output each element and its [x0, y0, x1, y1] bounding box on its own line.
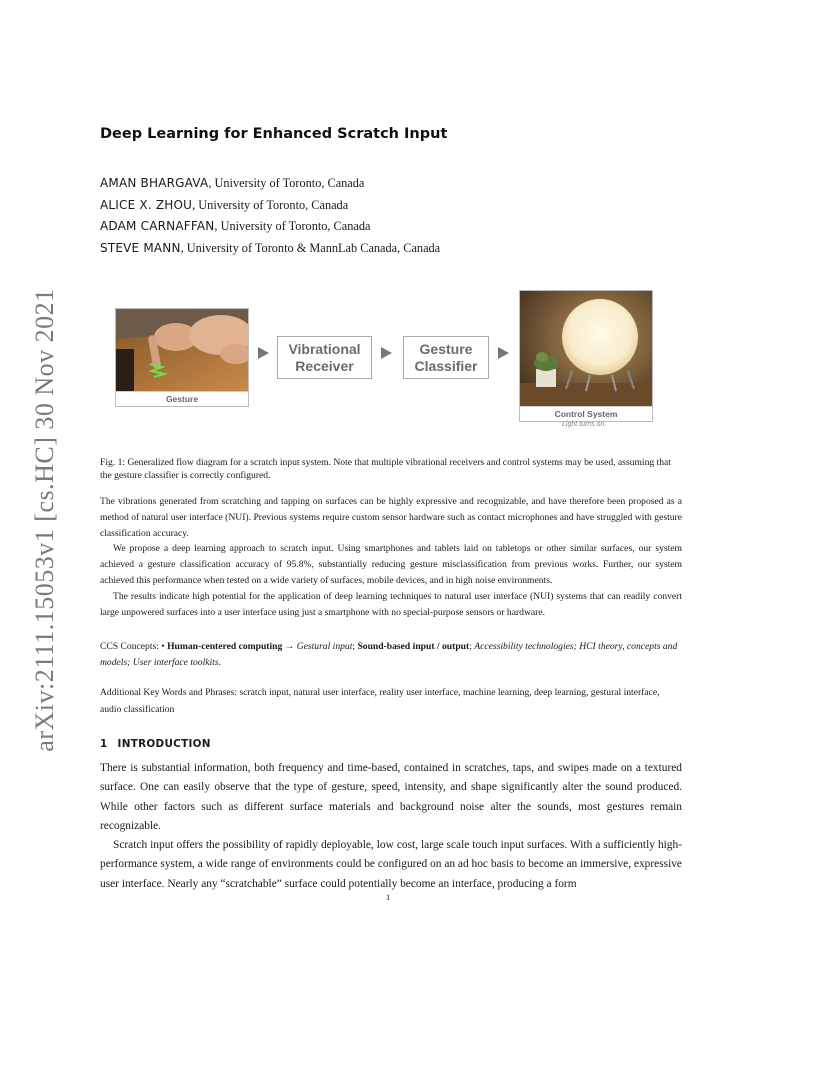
ccs-concept: Accessibility technologies; HCI theory, concepts and models; User interface toolkits: [100, 641, 678, 668]
flow-arrow-icon: [381, 347, 392, 359]
author-name: AMAN BHARGAVA: [100, 176, 209, 190]
ccs-prefix: CCS Concepts: •: [100, 641, 165, 652]
ccs-concept: Human-centered computing: [167, 641, 283, 652]
abstract-paragraph: We propose a deep learning approach to scratch input. Using smartphones and tablets laid on tabletops or other similar surfaces, our system achieved a gesture classification accuracy of 95.8%, substantially reducing gesture misclassification from previous works. Further, our system achieved this performance when tested on a wide variety of surfaces, mobile devices, and in high noise environments.: [100, 543, 682, 586]
gesture-label: Gesture: [116, 391, 248, 406]
receiver-label-line1: Vibrational: [288, 340, 361, 357]
flow-diagram-figure: [115, 290, 675, 440]
ccs-end: .: [218, 656, 221, 668]
ccs-separator: ;: [352, 641, 358, 652]
ccs-concept: Gestural input: [296, 641, 353, 652]
section-title: INTRODUCTION: [117, 738, 211, 750]
arxiv-identifier: arXiv:2111.15053v1 [cs.HC] 30 Nov 2021: [30, 288, 59, 752]
gesture-photo: [115, 308, 249, 407]
paper-title: Deep Learning for Enhanced Scratch Input: [100, 126, 448, 142]
classifier-label-line1: Gesture: [419, 340, 473, 357]
author-affiliation: , University of Toronto, Canada: [214, 219, 371, 233]
page-number: 1: [386, 892, 391, 902]
author-affiliation: , University of Toronto, Canada: [192, 197, 349, 212]
classifier-label-line2: Classifier: [414, 357, 478, 374]
body-text: [100, 759, 682, 894]
receiver-label-line2: Receiver: [295, 357, 354, 374]
author-line: [100, 173, 440, 195]
body-paragraph: Scratch input offers the possibility of rapidly deployable, low cost, large scale touch input surfaces. With a sufficiently high-performance system, a wide range of environments could be configured on an ad hoc basis to become an immersive, expressive user interface. Nearly any “scratchable” surface could potentially become an interface, producing a form: [100, 839, 682, 890]
author-line: [100, 195, 440, 217]
gesture-classifier-box: [403, 336, 489, 379]
abstract: [100, 494, 682, 620]
flow-arrow-icon: [258, 347, 269, 359]
author-affiliation: , University of Toronto, Canada: [208, 176, 365, 190]
gesture-hand-image: [116, 309, 248, 392]
control-system-photo: [519, 290, 653, 422]
body-paragraph: There is substantial information, both frequency and time-based, contained in scratches, taps, and swipes made on a textured surface. One can easily observe that the type of gesture, speed, intensity, and shape significantly alter the sound produced. While other factors such as different surface materials and background noise alter the sounds, most gestures remain recognizable.: [100, 762, 682, 832]
author-name: ALICE X. ZHOU: [100, 197, 193, 212]
author-line: [100, 216, 440, 238]
figure-caption: Fig. 1: Generalized flow diagram for a scratch input system. Note that multiple vibrational receivers and control systems may be used, assuming that the gesture classifier is correctly configured.: [100, 457, 671, 481]
ccs-concepts: [100, 639, 682, 671]
control-system-label: Control System: [520, 406, 652, 421]
section-number: 1: [100, 738, 108, 750]
ccs-arrow: →: [282, 641, 297, 652]
author-name: ADAM CARNAFFAN: [100, 219, 215, 233]
flow-arrow-icon: [498, 347, 509, 359]
control-system-subcaption: Light turns on.: [562, 421, 607, 428]
keywords: Additional Key Words and Phrases: scratch input, natural user interface, reality user interface, machine learning, deep learning, gestural interface, audio classification: [100, 687, 660, 715]
author-name: STEVE MANN: [100, 240, 181, 255]
vibrational-receiver-box: [277, 336, 372, 379]
ccs-concept: Sound-based input / output: [357, 641, 470, 652]
ccs-separator: ;: [469, 641, 475, 652]
author-affiliation: , University of Toronto & MannLab Canada, Canada: [180, 240, 441, 255]
author-list: [100, 173, 440, 259]
section-heading: [100, 738, 211, 750]
abstract-paragraph: The vibrations generated from scratching and tapping on surfaces can be highly expressive and recognizable, and have therefore been proposed as a method of natural user interface (NUI). Previous systems require custom sensor hardware such as contact microphones and have struggled with gesture classification accuracy.: [100, 496, 682, 539]
abstract-paragraph: The results indicate high potential for the application of deep learning techniques to natural user interface (NUI) systems that can readily convert large unpowered surfaces into a user interface using just a smartphone with no special-purpose sensors or hardware.: [100, 590, 682, 618]
author-line: [100, 238, 440, 260]
lamp-image: [520, 291, 652, 407]
